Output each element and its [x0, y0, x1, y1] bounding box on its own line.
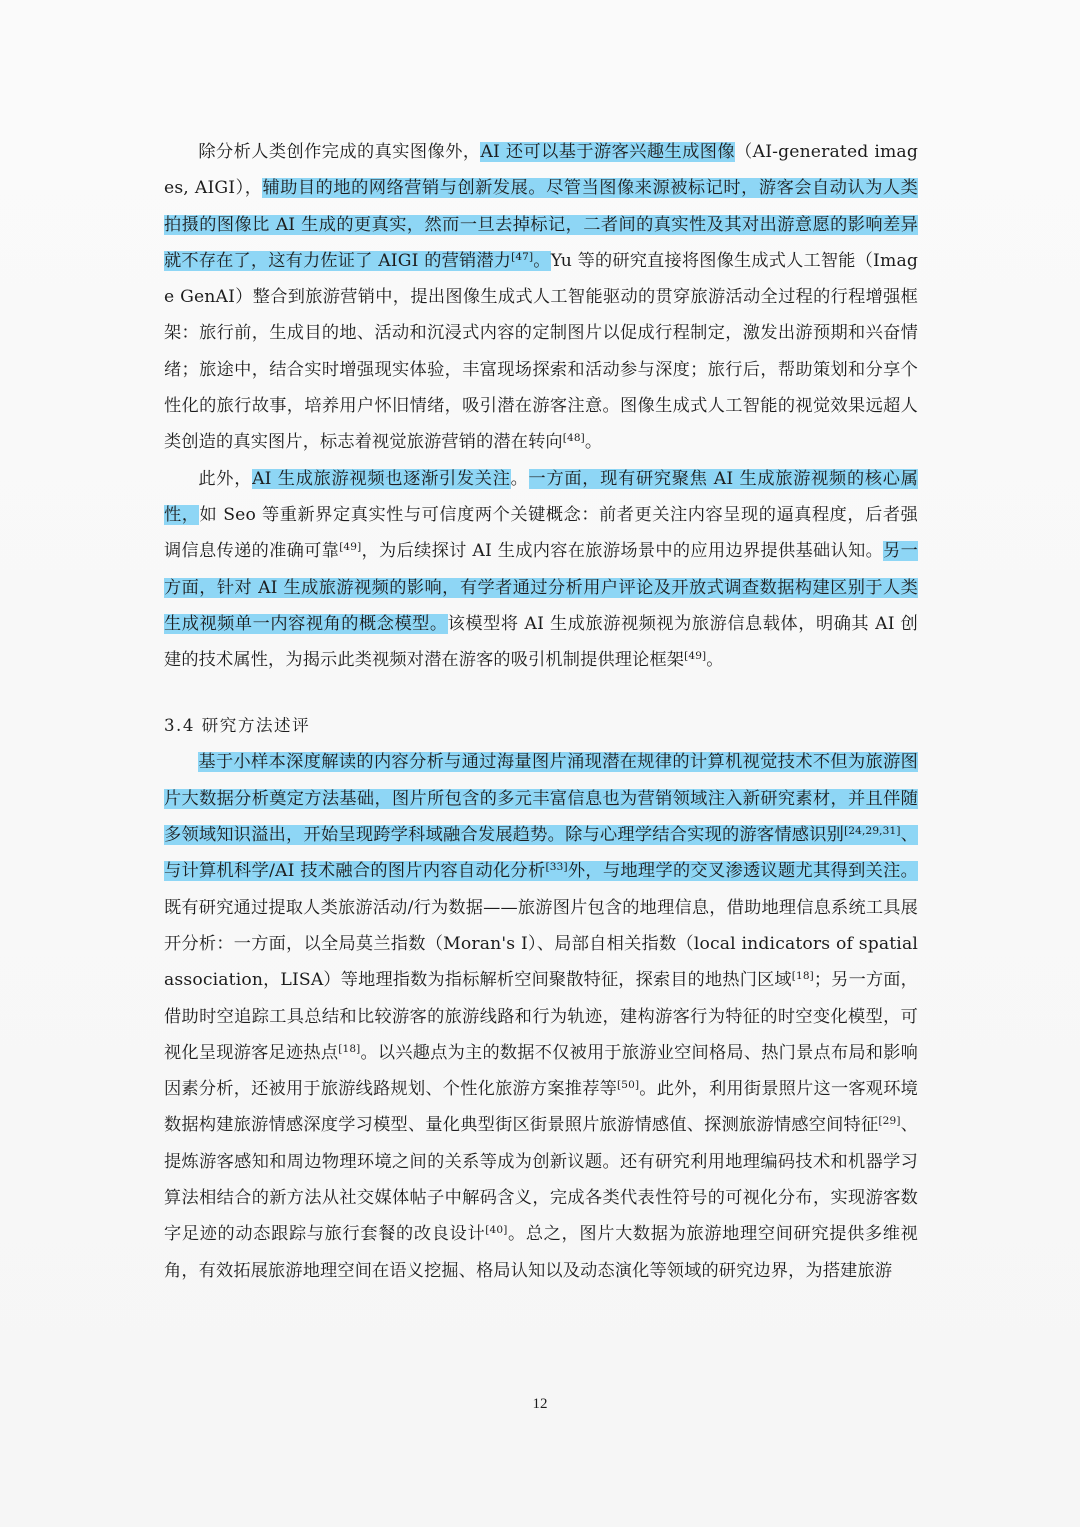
page-number: 12	[532, 1396, 548, 1412]
citation-ref: [40]	[485, 1224, 508, 1237]
citation-ref: [18]	[791, 970, 814, 983]
text-run: （AI-generated images, AIGI），	[164, 142, 918, 199]
highlighted-text: 、与计算机科学/AI 技术融合的图片内容自动化分析	[164, 825, 919, 882]
text-run: 。	[706, 650, 724, 671]
citation-ref: [47]	[511, 250, 534, 263]
citation-ref: [29]	[878, 1115, 901, 1128]
paragraph-aigi-images	[164, 134, 918, 461]
section-heading: 3.4 研究方法述评	[164, 716, 311, 736]
text-run: 。	[510, 468, 529, 489]
highlighted-text: 外，与地理学的交叉渗透议题尤其得到关注。	[567, 861, 918, 882]
highlighted-citation	[511, 251, 533, 271]
citation-ref: [49]	[684, 650, 707, 663]
text-run: 既有研究通过提取人类旅游活动/行为数据——旅游图片包含的地理信息，借助地理信息系统工具展开分析：一方面，以全局莫兰指数（Moran's I）、局部自相关指数（local indicators of spatial association，LISA）等地理指数为指标解析空间聚散特征，探索目的地热门区域	[164, 897, 918, 991]
text-run: 。以兴趣点为主的数据不仅被用于旅游业空间格局、热门景点布局和影响因素分析，还被用于旅游线路规划、个性化旅游方案推荐等	[164, 1042, 918, 1100]
citation-ref: [50]	[617, 1079, 640, 1092]
highlighted-text: 。	[533, 250, 551, 271]
text-run: 、提炼游客感知和周边物理环境之间的关系等成为创新议题。还有研究利用地理编码技术和机器学习算法相结合的新方法从社交媒体帖子中解码含义，完成各类代表性符号的可视化分布，实现游客数字足迹的动态跟踪与旅行套餐的改良设计	[164, 1115, 919, 1245]
text-run: Yu 等的研究直接将图像生成式人工智能（Image GenAI）整合到旅游营销中，提出图像生成式人工智能驱动的贯穿旅游活动全过程的行程增强框架：旅行前，生成目的地、活动和沉浸式内容的定制图片以促成行程制定，激发出游预期和兴奋情绪；旅途中，结合实时增强现实体验，丰富现场探索和活动参与深度；旅行后，帮助策划和分享个性化的旅行故事，培养用户怀旧情绪，吸引潜在游客注意。图像生成式人工智能的视觉效果远超人类创造的真实图片，标志着视觉旅游营销的潜在转向	[164, 250, 918, 453]
paragraph-method-review	[164, 744, 918, 1288]
text-run: 如 Seo 等重新界定真实性与可信度两个关键概念：前者更关注内容呈现的逼真程度，后者强调信息传递的准确可靠	[164, 504, 918, 562]
citation-ref: [48]	[562, 432, 585, 445]
highlighted-citation	[546, 861, 568, 881]
highlighted-text: 辅助目的地的网络营销与创新发展。尽管当图像来源被标记时，游客会自动认为人类拍摄的图像比 AI 生成的更真实，然而一旦去掉标记，二者间的真实性及其对出游意愿的影响差异就不存在了，这有力佐证了 AIGI 的营销潜力	[164, 178, 918, 271]
highlighted-text: AI 生成旅游视频也逐渐引发关注	[252, 468, 511, 489]
citation-ref: [49]	[339, 541, 362, 554]
page-content	[164, 134, 918, 1289]
highlighted-text: 基于小样本深度解读的内容分析与通过海量图片涌现潜在规律的计算机视觉技术不但为旅游图片大数据分析奠定方法基础，图片所包含的多元丰富信息也为营销领域注入新研究素材，并且伴随多领域知识溢出，开始呈现跨学科域融合发展趋势。除与心理学结合实现的游客情感识别	[164, 752, 918, 846]
text-run: 除分析人类创作完成的真实图像外，	[198, 142, 481, 162]
paragraph-ai-video	[164, 461, 918, 679]
text-run: 。此外，利用街景照片这一客观环境数据构建旅游情感深度学习模型、量化典型街区街景照片旅游情感值、探测旅游情感空间特征	[164, 1079, 918, 1136]
text-run: 该模型将 AI 生成旅游视频视为旅游信息载体，明确其 AI 创建的技术属性，为揭示此类视频对潜在游客的吸引机制提供理论框架	[164, 613, 918, 671]
highlighted-text: 一方面，现有研究聚焦 AI 生成旅游视频的核心属性，	[164, 468, 919, 525]
citation-ref: [24,29,31]	[844, 825, 901, 838]
citation-ref: [18]	[338, 1042, 361, 1055]
highlighted-text: AI 还可以基于游客兴趣生成图像	[480, 142, 736, 162]
text-run: ；另一方面，借助时空追踪工具总结和比较游客的旅游线路和行为轨迹，建构游客行为特征的时空变化模型，可视化呈现游客足迹热点	[164, 970, 918, 1063]
highlighted-citation	[844, 825, 900, 845]
text-run: 此外，	[198, 468, 253, 489]
text-run: ，为后续探讨 AI 生成内容在旅游场景中的应用边界提供基础认知。	[361, 541, 884, 562]
citation-ref: [33]	[545, 861, 568, 874]
text-run: 。总之，图片大数据为旅游地理空间研究提供多维视角，有效拓展旅游地理空间在语义挖掘、格局认知以及动态演化等领域的研究边界，为搭建旅游	[164, 1224, 918, 1281]
text-run: 。	[584, 432, 603, 453]
highlighted-text: 另一方面，针对 AI 生成旅游视频的影响，有学者通过分析用户评论及开放式调查数据构建区别于人类生成视频单一内容视角的概念模型。	[164, 541, 918, 634]
